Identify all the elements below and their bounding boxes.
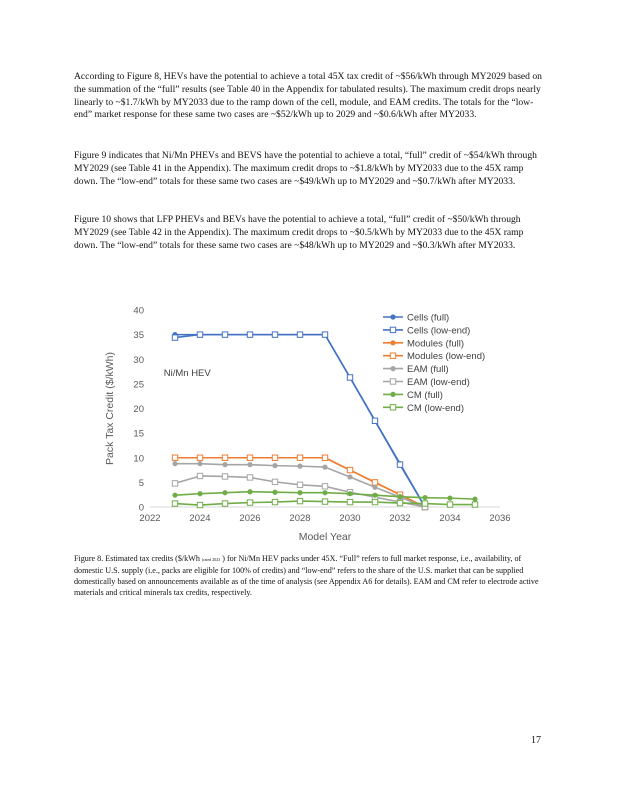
series-5-point-0 <box>172 481 177 486</box>
legend-marker-7 <box>390 405 395 410</box>
series-4-point-5 <box>297 464 302 469</box>
y-tick-label-3: 15 <box>133 428 144 440</box>
y-tick-label-5: 25 <box>133 379 144 391</box>
series-3-point-2 <box>222 455 227 460</box>
x-tick-label-6: 2034 <box>439 513 461 524</box>
chart-svg <box>96 300 526 548</box>
series-7-point-11 <box>447 502 452 507</box>
series-1-point-3 <box>247 332 252 337</box>
series-5-point-3 <box>247 475 252 480</box>
caption-text-start: Figure 8. Estimated tax credits ($/kWh <box>74 554 200 563</box>
series-7-point-5 <box>297 498 302 503</box>
series-1-point-6 <box>322 332 327 337</box>
legend-label-0: Cells (full) <box>407 312 450 324</box>
series-3-point-8 <box>372 480 377 485</box>
series-7-point-2 <box>222 501 227 506</box>
series-4-point-7 <box>347 474 352 479</box>
series-line-1 <box>175 335 425 507</box>
y-tick-label-7: 35 <box>133 330 144 342</box>
y-tick-label-2: 10 <box>133 453 144 465</box>
x-tick-label-5: 2032 <box>389 513 411 524</box>
series-1-point-7 <box>347 375 352 380</box>
figure-8-chart <box>96 300 526 548</box>
series-1-point-0 <box>172 335 177 340</box>
series-6-point-0 <box>172 493 177 498</box>
paragraph-figure-10-summary: Figure 10 shows that LFP PHEVs and BEVs have the potential to achieve a total, “full” credit of ~$50/kWh through MY2029 (see Table 42 in the Appendix). The maximum credit drops to ~$0.5/kWh by MY2033 due to the 45X ramp down. The “low-end” totals for these same two cases are ~$48/kWh up to MY2029 and ~$0.3/kWh after MY2033. <box>74 214 524 251</box>
series-7-point-3 <box>247 500 252 505</box>
series-6-point-9 <box>397 494 402 499</box>
series-1-point-4 <box>272 332 277 337</box>
series-4-point-8 <box>372 485 377 490</box>
y-tick-label-0: 0 <box>138 502 144 514</box>
chart-annotation: Ni/Mn HEV <box>163 367 211 379</box>
series-3-point-0 <box>172 455 177 460</box>
y-axis-title: Pack Tax Credit ($/kWh) <box>104 351 116 466</box>
legend-label-7: CM (low-end) <box>407 402 465 414</box>
series-6-point-7 <box>347 491 352 496</box>
series-4-point-3 <box>247 462 252 467</box>
y-tick-label-1: 5 <box>138 477 144 489</box>
series-1-point-8 <box>372 418 377 423</box>
series-7-point-7 <box>347 499 352 504</box>
series-line-0 <box>175 335 425 507</box>
series-6-point-6 <box>322 490 327 495</box>
series-6-point-5 <box>297 490 302 495</box>
paragraph-figure-9-summary: Figure 9 indicates that Ni/Mn PHEVs and BEVS have the potential to achieve a total, “full” credit of ~$54/kWh through MY2029 (see Table 41 in the Appendix). The maximum credit drops to ~$1.8/kWh by MY2033 due to the 45X ramp down. The “low-end” totals for these same two cases are ~$49/kWh up to MY2029 and ~$0.7/kWh after MY2033. <box>74 150 537 187</box>
series-5-point-1 <box>197 473 202 478</box>
series-4-point-1 <box>197 461 202 466</box>
series-3-point-3 <box>247 455 252 460</box>
x-tick-label-1: 2024 <box>189 513 211 524</box>
legend-label-6: CM (full) <box>407 389 443 401</box>
legend-marker-5 <box>390 379 395 384</box>
series-4-point-4 <box>272 463 277 468</box>
legend-label-3: Modules (low-end) <box>407 351 486 363</box>
x-tick-label-0: 2022 <box>139 513 161 524</box>
legend-label-1: Cells (low-end) <box>407 325 471 337</box>
series-1-point-5 <box>297 332 302 337</box>
series-6-point-2 <box>222 490 227 495</box>
series-7-point-10 <box>422 501 427 506</box>
series-6-point-10 <box>422 495 427 500</box>
y-tick-label-6: 30 <box>133 354 144 366</box>
caption-tiny-note: (rated 2023 <box>201 557 221 562</box>
series-6-point-11 <box>447 496 452 501</box>
series-4-point-0 <box>172 461 177 466</box>
series-7-point-6 <box>322 499 327 504</box>
series-6-point-1 <box>197 491 202 496</box>
x-tick-label-2: 2026 <box>239 513 261 524</box>
series-4-point-6 <box>322 465 327 470</box>
series-4-point-2 <box>222 462 227 467</box>
series-5-point-6 <box>322 484 327 489</box>
series-6-point-3 <box>247 489 252 494</box>
legend-label-5: EAM (low-end) <box>407 377 470 388</box>
series-5-point-4 <box>272 479 277 484</box>
y-tick-label-4: 20 <box>133 404 144 415</box>
caption-text-end: ) for Ni/Mn HEV packs under 45X. “Full” refers to full market response, i.e., availability, of domestic U.S. supply (i.e., packs are eligible for 100% of credits) and “low-end” refers to the share of the U.S. market that can be supplied domestically based on announcements available as of the time of analysis (see Appendix A6 for details). EAM and CM refer to electrode active materials and critical minerals tax credits, respectively. <box>74 554 539 597</box>
series-3-point-7 <box>347 467 352 472</box>
series-1-point-9 <box>397 462 402 467</box>
series-1-point-1 <box>197 332 202 337</box>
series-3-point-4 <box>272 455 277 460</box>
series-7-point-8 <box>372 499 377 504</box>
series-7-point-4 <box>272 499 277 504</box>
series-7-point-9 <box>397 500 402 505</box>
series-7-point-0 <box>172 501 177 506</box>
page-number: 17 <box>531 735 541 746</box>
x-tick-label-4: 2030 <box>339 513 361 524</box>
legend-marker-6 <box>390 392 395 397</box>
figure-8-caption <box>74 553 544 598</box>
series-5-point-5 <box>297 482 302 487</box>
paragraph-figure-8-summary: According to Figure 8, HEVs have the potential to achieve a total 45X tax credit of ~$56/kWh through MY2029 based on the summation of the “full” results (see Table 40 in the Appendix for tabulated results). The maximum credit drops nearly linearly to ~$1.7/kWh by MY2033 due to the ramp down of the cell, module, and EAM credits. The totals for the “low-end” market response for these same two cases are ~$52/kWh up to 2029 and ~$0.6/kWh after MY2033. <box>74 71 542 121</box>
series-6-point-4 <box>272 490 277 495</box>
x-axis-title: Model Year <box>298 531 352 543</box>
series-3-point-5 <box>297 455 302 460</box>
series-7-point-1 <box>197 502 202 507</box>
series-1-point-2 <box>222 332 227 337</box>
legend-marker-4 <box>390 366 395 371</box>
x-tick-label-7: 2036 <box>489 513 511 524</box>
series-6-point-8 <box>372 493 377 498</box>
legend-marker-1 <box>390 327 395 332</box>
legend-label-2: Modules (full) <box>407 338 465 350</box>
series-3-point-6 <box>322 455 327 460</box>
x-tick-label-3: 2028 <box>289 513 311 524</box>
legend-marker-0 <box>390 314 395 319</box>
y-tick-label-8: 40 <box>133 305 144 317</box>
series-6-point-12 <box>472 497 477 502</box>
legend-label-4: EAM (full) <box>407 364 449 376</box>
series-5-point-2 <box>222 474 227 479</box>
legend-marker-2 <box>390 340 395 345</box>
legend-marker-3 <box>390 353 395 358</box>
series-3-point-1 <box>197 455 202 460</box>
series-7-point-12 <box>472 502 477 507</box>
